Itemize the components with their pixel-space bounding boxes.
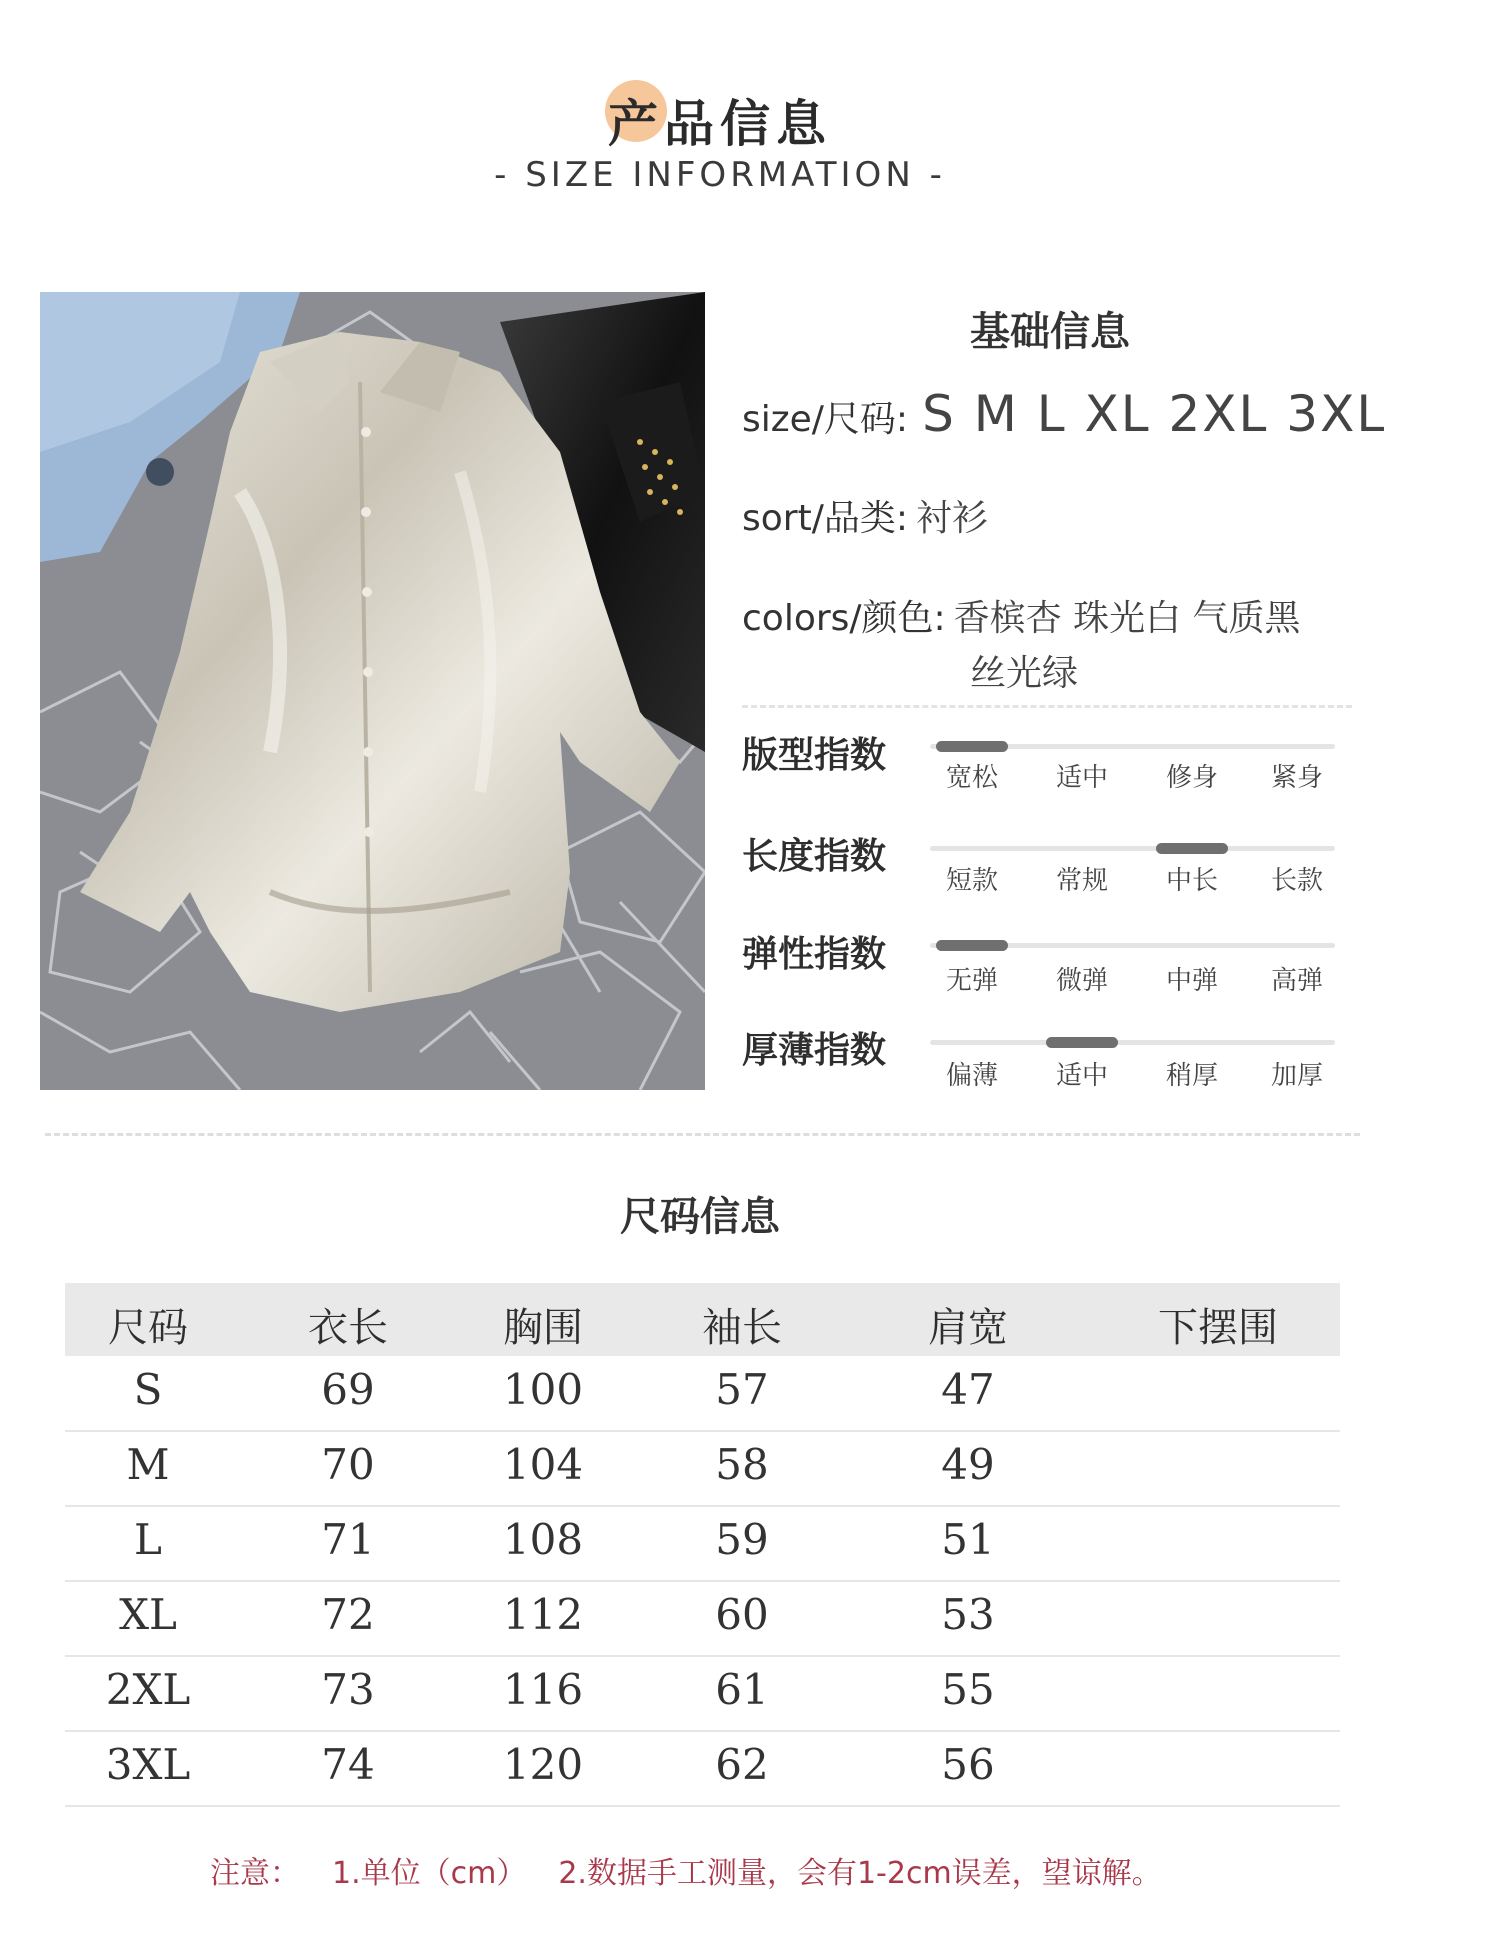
index-label: 版型指数 [742, 735, 887, 776]
table-cell: 62 [715, 1740, 769, 1789]
table-cell: 51 [941, 1515, 995, 1564]
index-option: 长款 [1270, 866, 1323, 896]
index-option: 中弹 [1165, 966, 1218, 996]
table-cell: 104 [502, 1440, 584, 1489]
index-option: 修身 [1165, 763, 1218, 793]
table-cell: 72 [321, 1590, 375, 1639]
row-divider [65, 1580, 1340, 1582]
sort-label: sort/品类: [742, 498, 908, 539]
colors-label: colors/颜色: [742, 598, 946, 639]
index-option: 短款 [945, 866, 998, 896]
index-option: 无弹 [945, 966, 998, 996]
index-option: 中长 [1165, 866, 1218, 896]
table-cell: 74 [321, 1740, 375, 1789]
index-option: 高弹 [1270, 966, 1323, 996]
table-cell: 3XL [105, 1740, 191, 1789]
row-divider [65, 1730, 1340, 1732]
column-header: 下摆围 [1158, 1305, 1278, 1351]
row-divider [65, 1505, 1340, 1507]
index-option: 常规 [1055, 866, 1108, 896]
row-divider [65, 1430, 1340, 1432]
size-table-title: 尺码信息 [620, 1194, 780, 1240]
table-cell: 59 [715, 1515, 769, 1564]
table-cell: 100 [502, 1365, 584, 1414]
colors-line2: 丝光绿 [970, 653, 1079, 694]
index-option: 宽松 [945, 763, 998, 793]
table-cell: 73 [321, 1665, 375, 1714]
table-cell: 120 [502, 1740, 584, 1789]
table-cell: 49 [941, 1440, 995, 1489]
page-title: 产品信息 [608, 95, 832, 153]
sort-row [742, 490, 988, 541]
index-option: 适中 [1055, 1061, 1108, 1091]
index-option: 稍厚 [1165, 1061, 1218, 1091]
measurement-note [210, 1848, 1194, 1892]
index-marker [936, 940, 1008, 951]
index-track [930, 1040, 1335, 1045]
index-track [930, 846, 1335, 851]
table-cell: 112 [502, 1590, 584, 1639]
table-cell: 58 [715, 1440, 769, 1489]
index-option: 微弹 [1055, 966, 1108, 996]
basic-info-title: 基础信息 [970, 309, 1130, 355]
section-divider [45, 1133, 1360, 1136]
index-option: 偏薄 [945, 1061, 998, 1091]
page-subtitle: - SIZE INFORMATION - [494, 155, 946, 195]
colors-row [742, 590, 1301, 641]
colors-line1: 香槟杏 珠光白 气质黑 [953, 598, 1301, 639]
note-prefix: 注意： [210, 1856, 300, 1891]
table-cell: XL [119, 1590, 177, 1639]
table-cell: 116 [502, 1665, 584, 1714]
table-cell: 60 [715, 1590, 769, 1639]
column-header: 肩宽 [928, 1305, 1008, 1351]
table-cell: 108 [502, 1515, 584, 1564]
index-option: 紧身 [1270, 763, 1323, 793]
table-cell: 47 [941, 1365, 995, 1414]
table-cell: M [126, 1440, 170, 1489]
table-cell: 55 [941, 1665, 995, 1714]
index-marker [1156, 843, 1228, 854]
table-cell: S [133, 1365, 163, 1414]
size-row [742, 385, 1386, 443]
row-divider [65, 1655, 1340, 1657]
index-option: 适中 [1055, 763, 1108, 793]
index-label: 厚薄指数 [742, 1030, 887, 1071]
table-cell: 69 [321, 1365, 375, 1414]
product-photo [40, 292, 705, 1090]
sort-value: 衬衫 [915, 498, 988, 539]
table-cell: L [134, 1515, 162, 1564]
column-header: 衣长 [308, 1305, 388, 1351]
note-item-1: 1.单位（cm） [332, 1856, 527, 1891]
index-label: 弹性指数 [742, 934, 887, 975]
divider [742, 705, 1352, 708]
table-cell: 56 [941, 1740, 995, 1789]
size-values: S M L XL 2XL 3XL [922, 385, 1387, 443]
table-cell: 53 [941, 1590, 995, 1639]
index-option: 加厚 [1270, 1061, 1323, 1091]
index-label: 长度指数 [742, 836, 887, 877]
row-divider [65, 1805, 1340, 1807]
table-cell: 57 [715, 1365, 769, 1414]
table-cell: 61 [715, 1665, 769, 1714]
table-cell: 2XL [105, 1665, 191, 1714]
table-cell: 70 [321, 1440, 375, 1489]
index-marker [1046, 1037, 1118, 1048]
size-label: size/尺码: [742, 399, 909, 440]
column-header: 袖长 [702, 1305, 782, 1351]
column-header: 胸围 [503, 1305, 583, 1351]
index-marker [936, 741, 1008, 752]
note-item-2: 2.数据手工测量，会有1-2cm误差，望谅解。 [558, 1856, 1162, 1891]
table-cell: 71 [321, 1515, 375, 1564]
column-header: 尺码 [108, 1305, 188, 1351]
